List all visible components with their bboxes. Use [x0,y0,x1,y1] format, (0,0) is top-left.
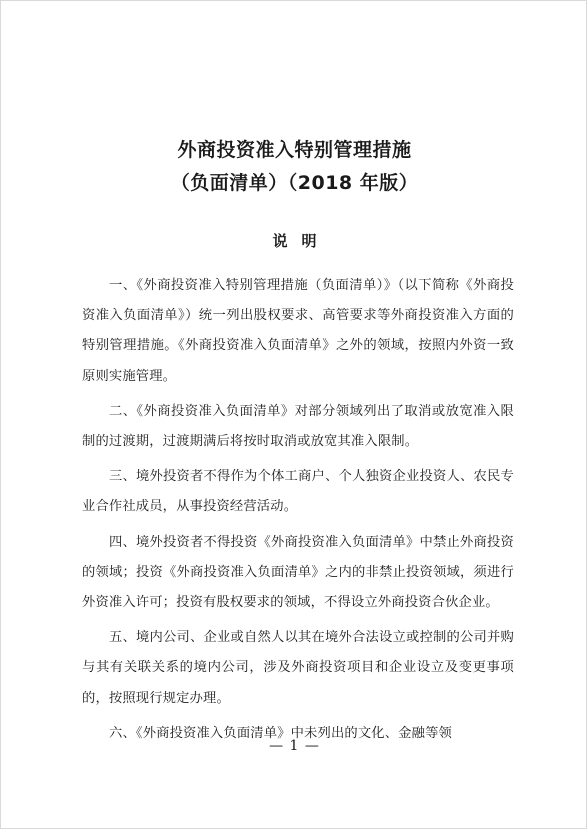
paragraph-6: 六、《外商投资准入负面清单》中未列出的文化、金融等领 [109,725,452,741]
paragraph-4: 四、境外投资者不得投资《外商投资准入负面清单》中禁止外商投资的领域；投资《外商投资准入负面清单》之内的非禁止投资领域，须进行外资准入许可；投资有股权要求的领域，不得设立外商投资合伙企业。 [82,534,514,611]
paragraph-1: 一、《外商投资准入特别管理措施（负面清单）》（以下简称《外商投资准入负面清单》）统一列出股权要求、高管要求等外商投资准入方面的特别管理措施。《外商投资准入负面清单》之外的领域，按照内外资一致原则实施管理。 [82,278,514,384]
paragraph-5: 五、境内公司、企业或自然人以其在境外合法设立或控制的公司并购与其有关联关系的境内公司，涉及外商投资项目和企业设立及变更事项的，按照现行规定办理。 [82,630,514,706]
section-heading: 说明 [272,232,331,250]
document-title: 外商投资准入特别管理措施 [177,139,412,161]
document-body [82,271,514,754]
paragraph-3: 三、境外投资者不得作为个体工商户、个人独资企业投资人、农民专业合作社成员，从事投资经营活动。 [82,469,514,515]
page-number: — 1 — [269,738,320,754]
document-subtitle: （负面清单）（2018 年版） [170,172,419,194]
paragraph-2: 二、《外商投资准入负面清单》对部分领域列出了取消或放宽准入限制的过渡期，过渡期满后将按时取消或放宽其准入限制。 [82,403,514,450]
